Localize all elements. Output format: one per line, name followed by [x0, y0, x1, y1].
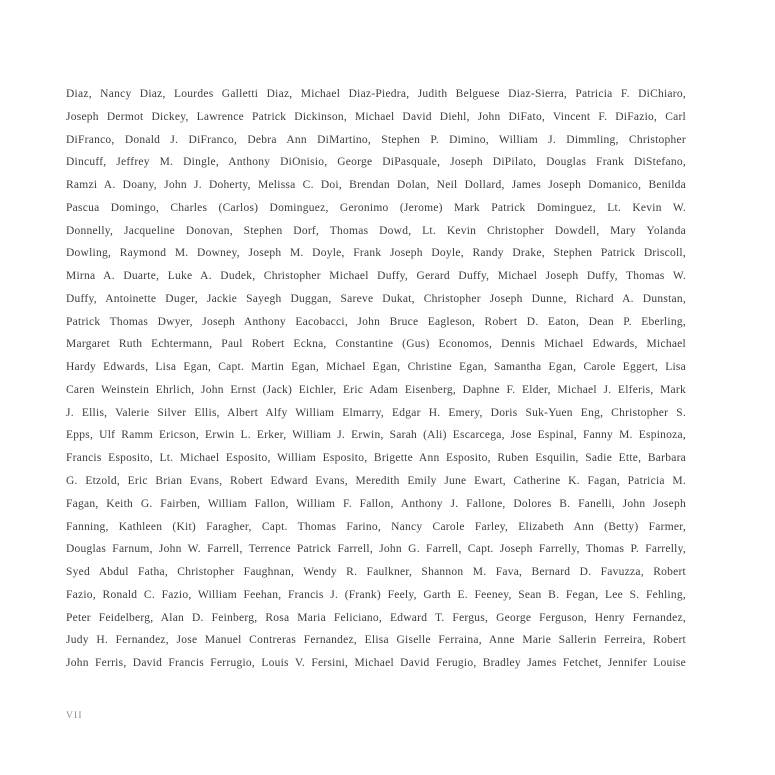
name-list-line: Dincuff, Jeffrey M. Dingle, Anthony DiOnisio, George DiPasquale, Joseph DiPilato, Douglas Frank DiStefano,: [66, 156, 686, 169]
name-list-line: Pascua Domingo, Charles (Carlos) Dominguez, Geronimo (Jerome) Mark Patrick Dominguez, Lt. Kevin W.: [66, 201, 686, 214]
name-list-line: Fanning, Kathleen (Kit) Faragher, Capt. Thomas Farino, Nancy Carole Farley, Elizabeth Ann (Betty) Farmer,: [66, 520, 686, 533]
name-list-line: Donnelly, Jacqueline Donovan, Stephen Dorf, Thomas Dowd, Lt. Kevin Christopher Dowdell, Mary Yolanda: [66, 224, 686, 237]
name-list-line: Duffy, Antoinette Duger, Jackie Sayegh Duggan, Sareve Dukat, Christopher Joseph Dunne, Richard A. Dunstan,: [66, 292, 686, 305]
name-list-line: Diaz, Nancy Diaz, Lourdes Galletti Diaz, Michael Diaz-Piedra, Judith Belguese Diaz-Sierra, Patricia F. DiChiaro,: [66, 88, 686, 100]
name-list-line: Hardy Edwards, Lisa Egan, Capt. Martin Egan, Michael Egan, Christine Egan, Samantha Egan, Carole Eggert, Lisa: [66, 361, 686, 374]
name-list-line: Francis Esposito, Lt. Michael Esposito, William Esposito, Brigette Ann Esposito, Ruben Esquilin, Sadie Ette, Barbara: [66, 452, 686, 465]
page-number: VII: [66, 711, 83, 721]
name-list-line: Douglas Farnum, John W. Farrell, Terrence Patrick Farrell, John G. Farrell, Capt. Joseph Farrelly, Thomas P. Farrelly,: [66, 543, 686, 556]
name-list: [66, 83, 686, 675]
name-list-line: Dowling, Raymond M. Downey, Joseph M. Doyle, Frank Joseph Doyle, Randy Drake, Stephen Patrick Driscoll,: [66, 247, 686, 260]
name-list-line: Judy H. Fernandez, Jose Manuel Contreras Fernandez, Elisa Giselle Ferraina, Anne Marie Sallerin Ferreira, Robert: [66, 634, 686, 647]
name-list-line: Fazio, Ronald C. Fazio, William Feehan, Francis J. (Frank) Feely, Garth E. Feeney, Sean B. Fegan, Lee S. Fehling,: [66, 588, 686, 601]
name-list-line: Margaret Ruth Echtermann, Paul Robert Eckna, Constantine (Gus) Economos, Dennis Michael Edwards, Michael: [66, 338, 686, 351]
name-list-line: DiFranco, Donald J. DiFranco, Debra Ann DiMartino, Stephen P. Dimino, William J. Dimmling, Christopher: [66, 133, 686, 146]
name-list-line: John Ferris, David Francis Ferrugio, Louis V. Fersini, Michael David Ferugio, Bradley James Fetchet, Jennifer Louise: [66, 657, 686, 670]
name-list-line: Patrick Thomas Dwyer, Joseph Anthony Eacobacci, John Bruce Eagleson, Robert D. Eaton, Dean P. Eberling,: [66, 315, 686, 328]
name-list-line: Ramzi A. Doany, John J. Doherty, Melissa C. Doi, Brendan Dolan, Neil Dollard, James Joseph Domanico, Benilda: [66, 179, 686, 192]
name-list-line: Joseph Dermot Dickey, Lawrence Patrick Dickinson, Michael David Diehl, John DiFato, Vincent F. DiFazio, Carl: [66, 110, 686, 123]
name-list-line: Mirna A. Duarte, Luke A. Dudek, Christopher Michael Duffy, Gerard Duffy, Michael Joseph Duffy, Thomas W.: [66, 270, 686, 283]
name-list-line: Caren Weinstein Ehrlich, John Ernst (Jack) Eichler, Eric Adam Eisenberg, Daphne F. Elder, Michael J. Elferis, Mark: [66, 383, 686, 396]
name-list-line: J. Ellis, Valerie Silver Ellis, Albert Alfy William Elmarry, Edgar H. Emery, Doris Suk-Yuen Eng, Christopher S.: [66, 406, 686, 419]
name-list-line: Syed Abdul Fatha, Christopher Faughnan, Wendy R. Faulkner, Shannon M. Fava, Bernard D. Favuzza, Robert: [66, 566, 686, 579]
name-list-line: Peter Feidelberg, Alan D. Feinberg, Rosa Maria Feliciano, Edward T. Fergus, George Ferguson, Henry Fernandez,: [66, 611, 686, 624]
name-list-line: Epps, Ulf Ramm Ericson, Erwin L. Erker, William J. Erwin, Sarah (Ali) Escarcega, Jose Espinal, Fanny M. Espinoza,: [66, 429, 686, 442]
name-list-line: G. Etzold, Eric Brian Evans, Robert Edward Evans, Meredith Emily June Ewart, Catherine K. Fagan, Patricia M.: [66, 475, 686, 488]
name-list-line: Fagan, Keith G. Fairben, William Fallon, William F. Fallon, Anthony J. Fallone, Dolores B. Fanelli, John Joseph: [66, 497, 686, 510]
